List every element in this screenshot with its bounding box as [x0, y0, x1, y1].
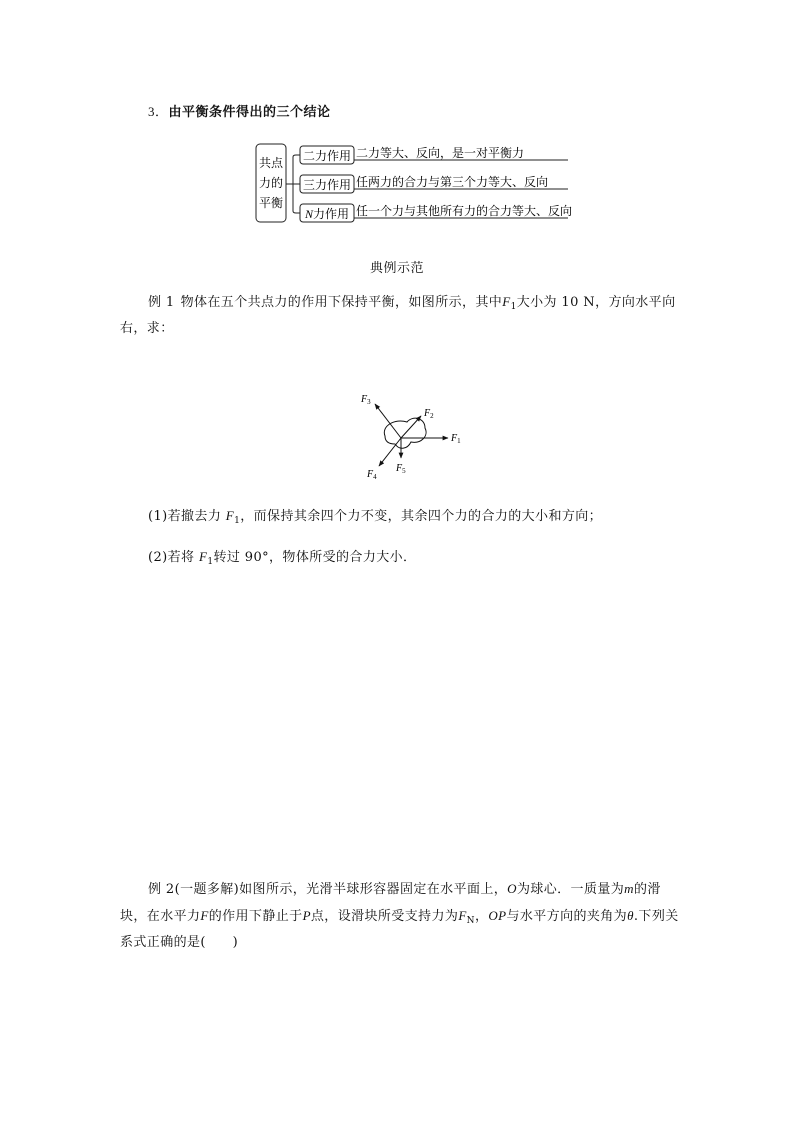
section-title-text: 由平衡条件得出的三个结论: [168, 105, 331, 120]
branch-label-2: 三力作用: [302, 178, 352, 192]
branch-brace: [286, 155, 300, 213]
root-line-2: 力的: [258, 176, 284, 190]
label-f1: $F_1$: [451, 433, 461, 445]
question-2: (2)若将 $F_1$转过 90°，物体所受的合力大小．: [148, 549, 417, 567]
example2-label: 例 2: [148, 882, 175, 897]
example2-paragraph: 例 2(一题多解)如图所示，光滑半球形容器固定在水平面上，O为球心．一质量为m的滑块，在水平力F的作用下静止于P点，设滑块所受支持力为$F_N$，OP与水平方向的夹角为θ.下列关系式正确的是( ): [120, 881, 679, 950]
example-heading: 典例示范: [369, 261, 424, 276]
branch-text-3: 任一个力与其他所有力的合力等大、反向: [356, 204, 573, 218]
label-f3: $F_3$: [361, 394, 371, 406]
branch-text-1: 二力等大、反向，是一对平衡力: [356, 146, 525, 160]
section-title: [148, 101, 331, 120]
label-f2: $F_2$: [424, 408, 434, 420]
branch-label-1: 二力作用: [302, 149, 352, 163]
example1-paragraph: 例 1 物体在五个共点力的作用下保持平衡，如图所示，其中$F_1$大小为 10 N，方向水平向右，求：: [120, 294, 676, 336]
branch-label-3: N力作用: [304, 207, 350, 221]
question-1: (1)若撤去力 $F_1$，而保持其余四个力不变，其余四个力的合力的大小和方向；: [148, 508, 603, 526]
label-f5: $F_5$: [396, 463, 406, 475]
root-line-3: 平衡: [258, 196, 284, 210]
section-number: 3．: [148, 104, 169, 119]
example1-label: 例 1: [148, 295, 175, 310]
force-figure: [355, 388, 470, 483]
equilibrium-tree-diagram: [250, 138, 580, 228]
force-arrow-f4: [379, 438, 401, 466]
root-line-1: 共点: [258, 156, 284, 170]
branch-text-2: 任两力的合力与第三个力等大、反向: [356, 175, 549, 189]
label-f4: $F_4$: [367, 469, 377, 481]
